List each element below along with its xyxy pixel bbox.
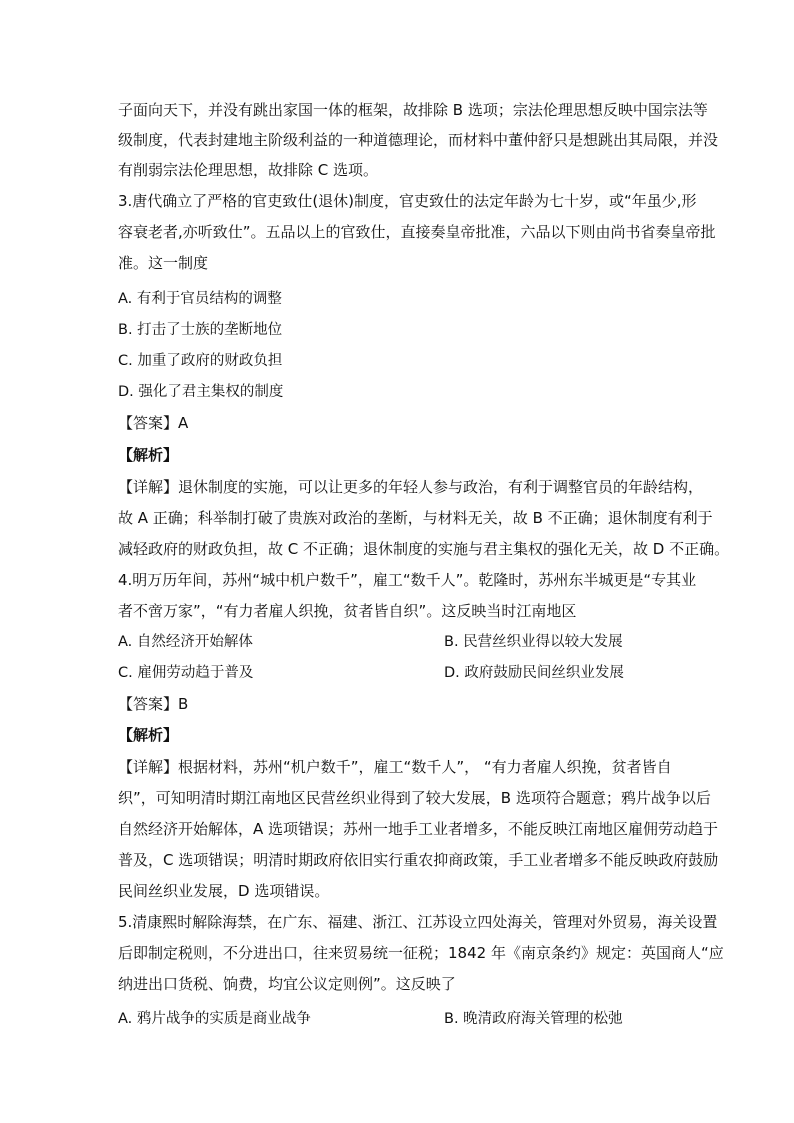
q4-detail-line: 织”，可知明清时期江南地区民营丝织业得到了较大发展，B 选项符合题意；鸦片战争以后 <box>118 789 711 807</box>
q4-detail-line: 民间丝织业发展，D 选项错误。 <box>118 882 330 900</box>
q3-detail-line: 故 A 正确；科举制打破了贵族对政治的垄断，与材料无关，故 B 不正确；退休制度有利于 <box>118 509 713 527</box>
q4-analysis-label: 【解析】 <box>118 726 179 744</box>
intro-line: 有削弱宗法伦理思想，故排除 C 选项。 <box>118 161 379 179</box>
q3-option-c: C. 加重了政府的财政负担 <box>118 353 283 369</box>
q4-option-b: B. 民营丝织业得以较大发展 <box>444 634 623 650</box>
q3-stem-line: 容衰老者,亦听致仕”。五品以上的官致仕，直接奏皇帝批准，六品以下则由尚书省奏皇帝批 <box>118 223 716 241</box>
q3-analysis-label: 【解析】 <box>118 446 179 464</box>
intro-line: 级制度，代表封建地主阶级利益的一种道德理论，而材料中董仲舒只是想跳出其局限，并没 <box>118 131 719 149</box>
q4-stem-line: 者不啻万家”，“有力者雇人织挽，贫者皆自织”。这反映当时江南地区 <box>118 602 577 620</box>
q3-detail-line: 减轻政府的财政负担，故 C 不正确；退休制度的实施与君主集权的强化无关，故 D 不正确。 <box>118 540 730 558</box>
q4-answer: 【答案】B <box>118 695 189 713</box>
q4-stem-line: 4.明万历年间，苏州“城中机户数千”，雇工“数千人”。乾隆时，苏州东半城更是“专其业 <box>118 571 697 589</box>
q4-option-c: C. 雇佣劳动趋于普及 <box>118 665 254 681</box>
intro-line: 子面向天下，并没有跳出家国一体的框架，故排除 B 选项；宗法伦理思想反映中国宗法等 <box>118 101 708 119</box>
q3-detail-line: 【详解】退休制度的实施，可以让更多的年轻人参与政治，有利于调整官员的年龄结构， <box>118 478 704 496</box>
q3-stem-line: 准。这一制度 <box>118 254 209 272</box>
q3-stem-line: 3.唐代确立了严格的官吏致仕(退休)制度，官吏致仕的法定年龄为七十岁，或“年虽少,形 <box>118 192 697 210</box>
q5-stem-line: 5.清康熙时解除海禁，在广东、福建、浙江、江苏设立四处海关，管理对外贸易，海关设置 <box>118 913 718 931</box>
q4-detail-line: 【详解】根据材料，苏州“机户数千”，雇工“数千人”， “有力者雇人织挽，贫者皆自 <box>118 758 672 776</box>
q3-answer: 【答案】A <box>118 414 189 432</box>
q4-detail-line: 自然经济开始解体，A 选项错误；苏州一地手工业者增多，不能反映江南地区雇佣劳动趋于 <box>118 820 719 838</box>
q3-option-b: B. 打击了士族的垄断地位 <box>118 322 283 338</box>
q5-option-a: A. 鸦片战争的实质是商业战争 <box>118 1011 311 1027</box>
q5-stem-line: 后即制定税则，不分进出口，往来贸易统一征税；1842 年《南京条约》规定：英国商人“应 <box>118 944 724 962</box>
q4-option-a: A. 自然经济开始解体 <box>118 634 253 650</box>
q4-detail-line: 普及，C 选项错误；明清时期政府依旧实行重农抑商政策，手工业者增多不能反映政府鼓励 <box>118 851 719 869</box>
q3-option-d: D. 强化了君主集权的制度 <box>118 384 284 400</box>
q5-option-b: B. 晚清政府海关管理的松弛 <box>444 1011 623 1027</box>
q5-stem-line: 纳进出口货税、饷费，均宜公议定则例”。这反映了 <box>118 975 456 993</box>
q4-option-d: D. 政府鼓励民间丝织业发展 <box>444 665 624 681</box>
q3-option-a: A. 有利于官员结构的调整 <box>118 291 282 307</box>
